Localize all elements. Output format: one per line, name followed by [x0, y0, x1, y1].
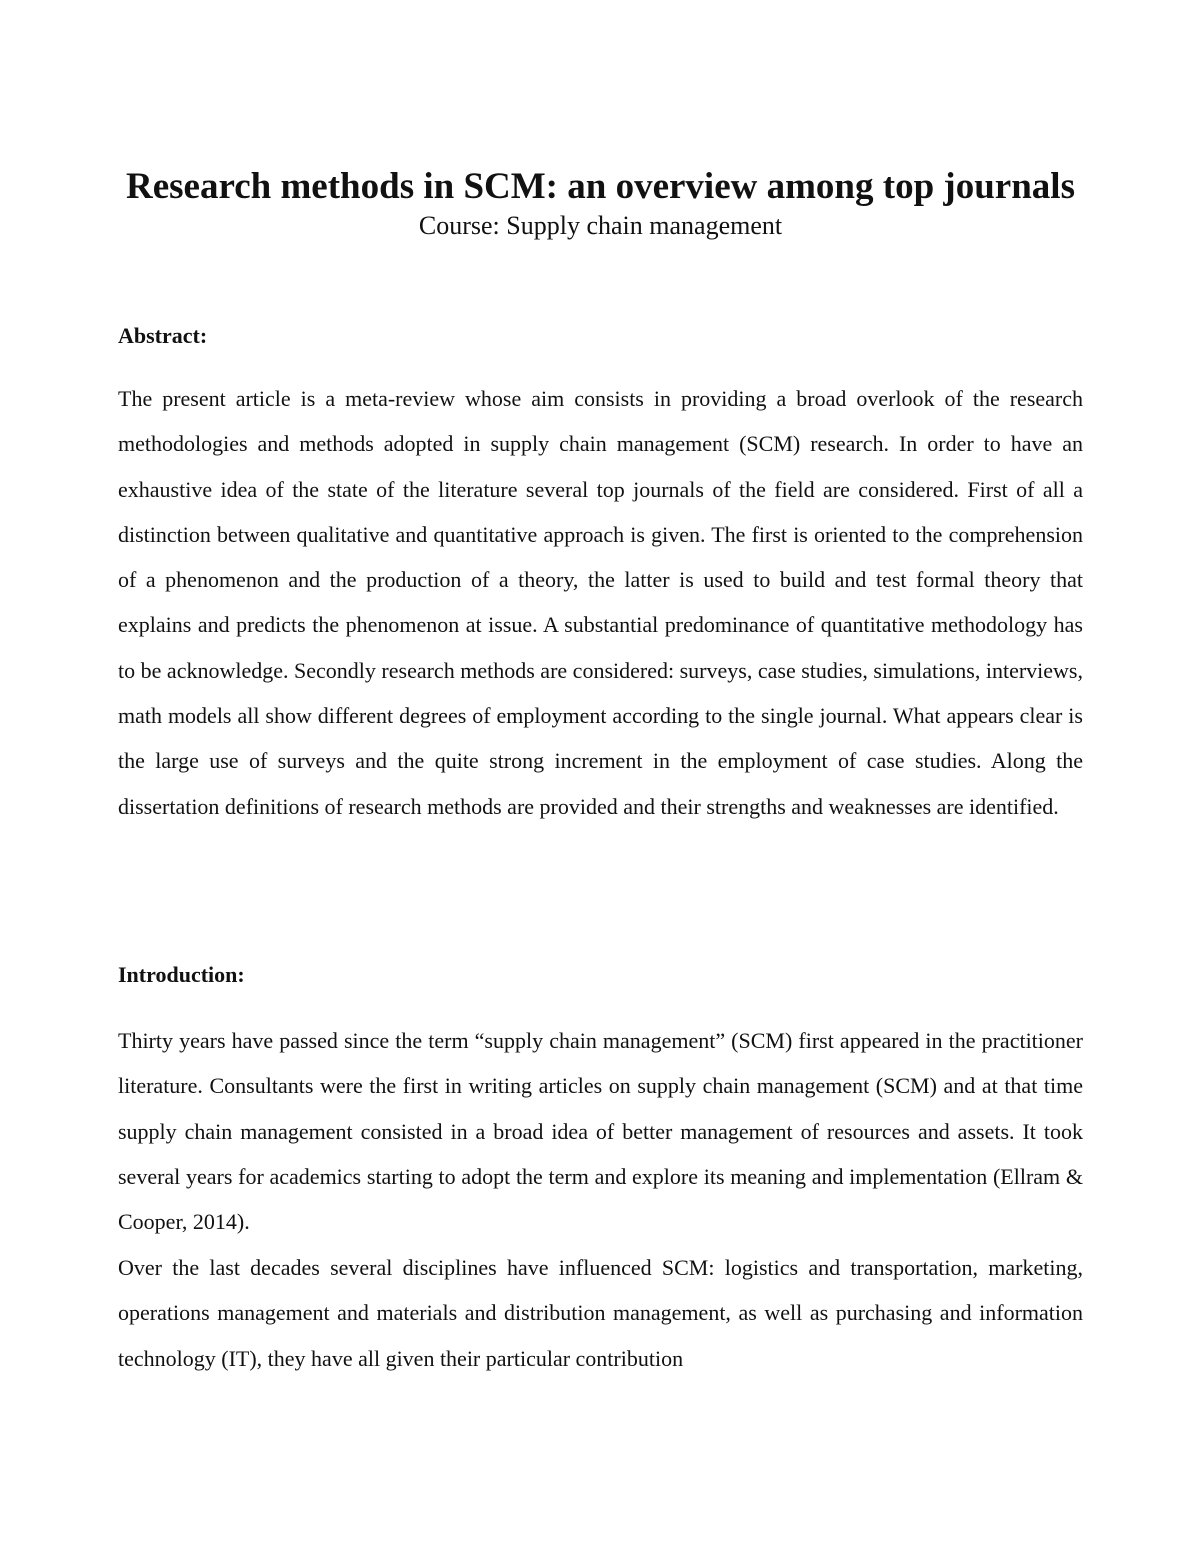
introduction-paragraph-2: Over the last decades several disciplines have influenced SCM: logistics and transportation, marketing, operations management and materials and distribution management, as well as purchasing and information technology (IT), they have all given their particular contribution — [118, 1255, 1083, 1371]
abstract-paragraph: The present article is a meta-review whose aim consists in providing a broad overlook of the research methodologies and methods adopted in supply chain management (SCM) research. In order to have an exhaustive idea of the state of the literature several top journals of the field are considered. First of all a distinction between qualitative and quantitative approach is given. The first is oriented to the comprehension of a phenomenon and the production of a theory, the latter is used to build and test formal theory that explains and predicts the phenomenon at issue. A substantial predominance of quantitative methodology has to be acknowledge. Secondly research methods are considered: surveys, case studies, simulations, interviews, math models all show different degrees of employment according to the single journal. What appears clear is the large use of surveys and the quite strong increment in the employment of case studies. Along the dissertation definitions of research methods are provided and their strengths and weaknesses are identified. — [118, 386, 1083, 819]
abstract-heading: Abstract: — [118, 323, 208, 348]
document-title: Research methods in SCM: an overview among top journals — [126, 165, 1075, 207]
document-subtitle: Course: Supply chain management — [418, 211, 783, 240]
introduction-paragraph-1: Thirty years have passed since the term “supply chain management” (SCM) first appeared in the practitioner literature. Consultants were the first in writing articles on supply chain management (SCM) and at that time supply chain management consisted in a broad idea of better management of resources and assets. It took several years for academics starting to adopt the term and explore its meaning and implementation (Ellram & Cooper, 2014). — [118, 1028, 1083, 1235]
introduction-heading: Introduction: — [118, 962, 245, 987]
